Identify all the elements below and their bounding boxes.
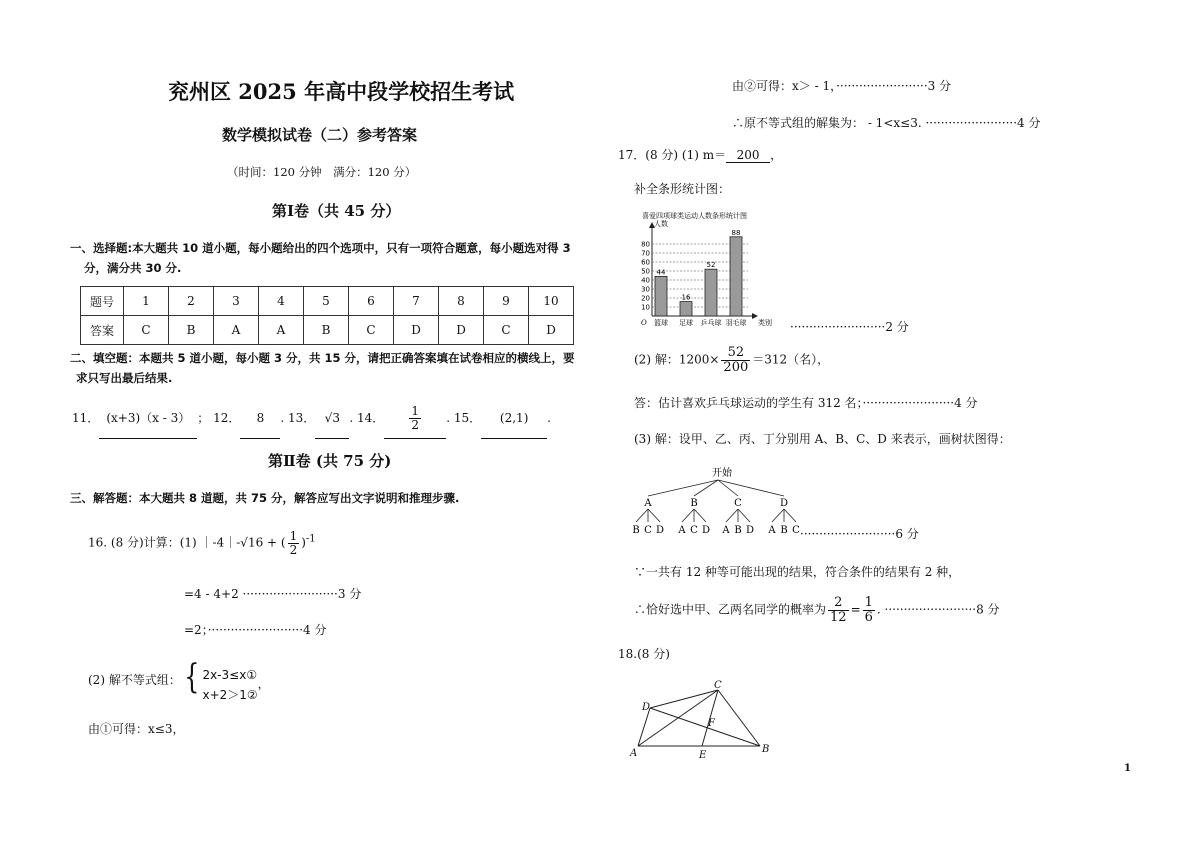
tree-node: D [779, 498, 789, 509]
q14-denominator: 2 [411, 418, 420, 432]
q17-comma: ， [770, 148, 783, 162]
q16-expr-a: ｜-4｜-√16 + ( [200, 535, 286, 550]
tree-leaf: A [722, 525, 730, 536]
brace-icon: { [184, 657, 200, 697]
table-cell: A [214, 316, 259, 345]
table-cell: 2 [169, 287, 214, 316]
point-label-e: E [699, 750, 707, 760]
prob-numerator-1: 2 [828, 596, 849, 611]
bar [705, 269, 717, 316]
table-cell: 3 [214, 287, 259, 316]
q16-expression [88, 530, 316, 556]
geometry-figure [628, 678, 778, 760]
table-header-cell: 题号 [81, 287, 124, 316]
point-label-a: A [630, 748, 638, 759]
tree-edge [694, 509, 706, 522]
q18-intro: 18.(8 分) [618, 647, 670, 661]
q15-label: 15． [453, 411, 482, 425]
q16-part2 [88, 657, 270, 705]
table-cell: D [394, 316, 439, 345]
table-row [81, 287, 574, 316]
q17-q2-denominator: 200 [723, 359, 749, 375]
part1-heading: 第Ⅰ卷（共 45 分） [272, 202, 401, 220]
table-cell: 9 [484, 287, 529, 316]
q16-from2: 由②可得：x＞ - 1，························3 分 [732, 79, 952, 93]
q17-q2-prefix: (2) 解：1200× [634, 352, 720, 367]
y-tick-label: 60 [641, 258, 650, 267]
table-cell: D [439, 316, 484, 345]
bar-value-label: 88 [731, 228, 741, 237]
chart-title: 喜爱四项球类运动人数条形统计图 [642, 212, 747, 220]
tree-node: A [644, 498, 652, 509]
tree-node: C [734, 498, 742, 509]
q16-step1: =4 - 4+2 ·························3 分 [184, 587, 362, 601]
table-cell: 4 [259, 287, 304, 316]
answer-table [80, 286, 574, 345]
q17-probability-line: ∴恰好选中甲、乙两名同学的概率为 $\frac{2}{12}$ = $\frac{1}{6}$ . ························8 分 [634, 595, 1000, 625]
q17-complete-chart: 补全条形统计图： [634, 182, 731, 196]
q16-step2: =2；·························4 分 [184, 623, 327, 637]
q17-because-line: ∵一共有 12 种等可能出现的结果，符合条件的结果有 2 种， [634, 565, 961, 579]
tree-edge [648, 480, 718, 496]
fill-answers: 11． (x+3)（x - 3） ； 12． 8 . 13． √3 . 14． $\frac{1}{2}$ . 15． (2,1) . [72, 398, 551, 439]
q17-chart-score: ·························2 分 [790, 320, 909, 334]
tree-edge [726, 509, 738, 522]
q13-label: 13． [288, 411, 316, 425]
x-tick-label: 足球 [679, 319, 693, 327]
q14-numerator: 1 [411, 404, 420, 419]
prob-denominator-1: 12 [830, 609, 847, 625]
tree-leaf: C [792, 525, 800, 536]
section2-line2: 求只写出最后结果. [76, 371, 173, 385]
exam-subtitle: 数学模拟试卷（二）参考答案 [222, 126, 418, 144]
q16-exponent: -1 [305, 533, 316, 545]
section1-line2: 分，满分共 30 分. [84, 261, 182, 275]
table-cell: C [484, 316, 529, 345]
table-row [81, 316, 574, 345]
tree-edge [738, 509, 750, 522]
tree-root: 开始 [712, 468, 732, 479]
inequality-tail: ， [257, 677, 270, 691]
bar-value-label: 52 [706, 261, 716, 270]
q17-q2-suffix: ＝312（名）， [752, 352, 830, 367]
table-cell: B [304, 316, 349, 345]
section2-line1: 二、填空题：本题共 5 道小题，每小题 3 分，共 15 分，请把正确答案填在试卷相应的横线上，要 [70, 351, 575, 365]
tree-leaf: A [768, 525, 776, 536]
y-axis-label: 人数 [654, 220, 668, 228]
bar [680, 302, 692, 316]
q16-solution: ∴原不等式组的解集为： - 1<x≤3. ························4 分 [732, 116, 1041, 130]
q17-part2 [634, 346, 829, 374]
tree-leaf: D [701, 525, 711, 536]
q17-tree-score: ·························6 分 [800, 527, 919, 541]
part2-heading: 第Ⅱ卷 (共 75 分) [268, 452, 392, 470]
q17-q3-line: (3) 解：设甲、乙、丙、丁分别用 A、B、C、D 来表示，画树状图得： [634, 432, 1011, 446]
x-tick-label: 乒乓球 [700, 319, 722, 327]
table-cell: C [349, 316, 394, 345]
bar [655, 276, 667, 316]
page-number: 1 [1124, 763, 1131, 774]
table-cell: 10 [529, 287, 574, 316]
table-header-cell: 答案 [81, 316, 124, 345]
segment-db [650, 708, 760, 746]
section1-line1: 一、选择题:本大题共 10 道小题，每小题给出的四个选项中，只有一项符合题意，每小题选对得 3 [70, 241, 571, 255]
tree-edge [648, 509, 660, 522]
segment-dc [650, 690, 718, 708]
segment-cb [718, 690, 760, 746]
y-tick-label: 20 [641, 294, 650, 303]
inequality-1: 2x-3≤x① [202, 667, 258, 682]
q17-answer-line: 答：估计喜欢乒乓球运动的学生有 312 名；························4 分 [634, 396, 978, 410]
tree-leaf: B [780, 525, 788, 536]
point-label-b: B [762, 744, 770, 755]
tree-leaf: D [655, 525, 665, 536]
q13-answer: √3 [315, 398, 349, 439]
q16-numerator: 1 [289, 529, 298, 543]
tree-edge [636, 509, 648, 522]
table-cell: 5 [304, 287, 349, 316]
q16-denominator: 2 [289, 542, 298, 557]
x-tick-label: 篮球 [654, 319, 668, 327]
table-cell: A [259, 316, 304, 345]
time-info: （时间：120 分钟 满分：120 分） [227, 165, 417, 179]
point-label-f: F [708, 718, 715, 729]
q17-q2-numerator: 52 [721, 346, 750, 361]
prob-numerator-2: 1 [864, 595, 873, 610]
bar-value-label: 16 [681, 293, 691, 302]
inequality-system [202, 665, 257, 705]
table-cell: 1 [124, 287, 169, 316]
y-tick-label: 10 [641, 303, 650, 312]
x-axis-label: 类别 [758, 319, 772, 327]
prob-denominator-2: 6 [864, 609, 873, 625]
bar [730, 237, 742, 316]
point-label-d: D [642, 702, 651, 713]
q11-label: 11． [72, 411, 100, 425]
q16-expr-close: ) [301, 535, 306, 550]
q16-intro: 16. (8 分)计算：(1) [88, 535, 197, 550]
tree-leaf: D [745, 525, 755, 536]
y-tick-label: 40 [641, 276, 650, 285]
y-tick-label: 80 [641, 240, 650, 249]
point-label-c: C [714, 680, 722, 691]
q16-part2-intro: (2) 解不等式组： [88, 673, 181, 687]
tree-edge [784, 509, 796, 522]
q17-intro [618, 146, 782, 163]
table-cell: 6 [349, 287, 394, 316]
tree-leaf: C [690, 525, 698, 536]
tree-edge [682, 509, 694, 522]
section3-line: 三、解答题：本大题共 8 道题，共 75 分，解答应写出文字说明和推理步骤. [70, 491, 460, 505]
q14-label: 14． [356, 411, 385, 425]
tree-leaf: C [644, 525, 652, 536]
q17-m-value: 200 [726, 148, 770, 163]
y-tick-label: 30 [641, 285, 650, 294]
table-cell: D [529, 316, 574, 345]
origin-label: O [641, 319, 647, 327]
q15-answer: (2,1) [481, 398, 547, 439]
tree-leaf: B [734, 525, 742, 536]
table-cell: B [169, 316, 214, 345]
q14-answer [384, 398, 446, 439]
exam-title: 兖州区 2025 年高中段学校招生考试 [168, 79, 515, 104]
q17-therefore-prefix: ∴恰好选中甲、乙两名同学的概率为 [634, 602, 827, 617]
segment-ac [638, 690, 718, 746]
tree-diagram [628, 462, 808, 542]
q16-from1: 由①可得：x≤3， [88, 722, 185, 736]
table-cell: C [124, 316, 169, 345]
q11-answer: (x+3)（x - 3） [99, 398, 197, 439]
q12-answer: 8 [240, 398, 280, 439]
tree-leaf: A [678, 525, 686, 536]
q17-therefore-suffix: . ························8 分 [876, 602, 1000, 617]
q12-label: 12． [213, 411, 241, 425]
q17-intro-text: 17．(8 分) (1) m＝ [618, 148, 727, 162]
bar-chart [626, 206, 786, 330]
bar-value-label: 44 [656, 268, 666, 277]
y-tick-label: 50 [641, 267, 650, 276]
tree-edge [772, 509, 784, 522]
table-cell: 8 [439, 287, 484, 316]
tree-leaf: B [632, 525, 640, 536]
inequality-2: x+2＞1② [202, 687, 258, 702]
segment-ad [638, 708, 650, 746]
tree-node: B [690, 498, 698, 509]
x-tick-label: 羽毛球 [725, 319, 747, 327]
y-tick-label: 70 [641, 249, 650, 258]
table-cell: 7 [394, 287, 439, 316]
